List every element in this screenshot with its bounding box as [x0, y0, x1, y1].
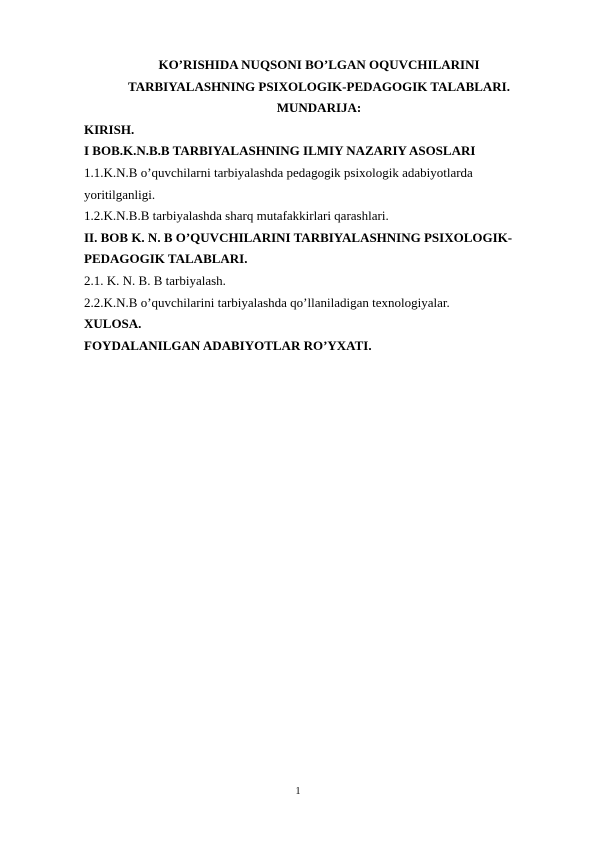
toc-section-2-1: 2.1. K. N. B. B tarbiyalash.	[84, 272, 226, 288]
toc-chapter-1: I BOB.K.N.B.B TARBIYALASHNING ILMIY NAZARIY ASOSLARI	[84, 143, 476, 159]
toc-section-1-1-line-1: 1.1.K.N.B o’quvchilarni tarbiyalashda pedagogik psixologik adabiyotlarda	[84, 164, 473, 180]
contents-heading: MUNDARIJA:	[276, 100, 362, 116]
toc-conclusion: XULOSA.	[84, 316, 142, 332]
toc-section-2-2: 2.2.K.N.B o’quvchilarini tarbiyalashda qo’llaniladigan texnologiyalar.	[84, 294, 450, 310]
toc-section-1-2: 1.2.K.N.B.B tarbiyalashda sharq mutafakkirlari qarashlari.	[84, 208, 389, 224]
toc-section-1-1-line-2: yoritilganligi.	[84, 186, 156, 202]
toc-references: FOYDALANILGAN ADABIYOTLAR RO’YXATI.	[84, 337, 372, 353]
document-title-line-2: TARBIYALASHNING PSIXOLOGIK-PEDAGOGIK TALABLARI.	[127, 78, 510, 94]
toc-intro: KIRISH.	[84, 121, 135, 137]
page-number: 1	[295, 786, 301, 797]
page-content	[84, 54, 554, 356]
document-title-line-1: KO’RISHIDA NUQSONI BO’LGAN OQUVCHILARINI	[158, 57, 480, 72]
toc-chapter-2-line-1: II. BOB K. N. B O’QUVCHILARINI TARBIYALASHNING PSIXOLOGIK-	[84, 229, 513, 245]
toc-chapter-2-line-2: PEDAGOGIK TALABLARI.	[84, 251, 248, 267]
